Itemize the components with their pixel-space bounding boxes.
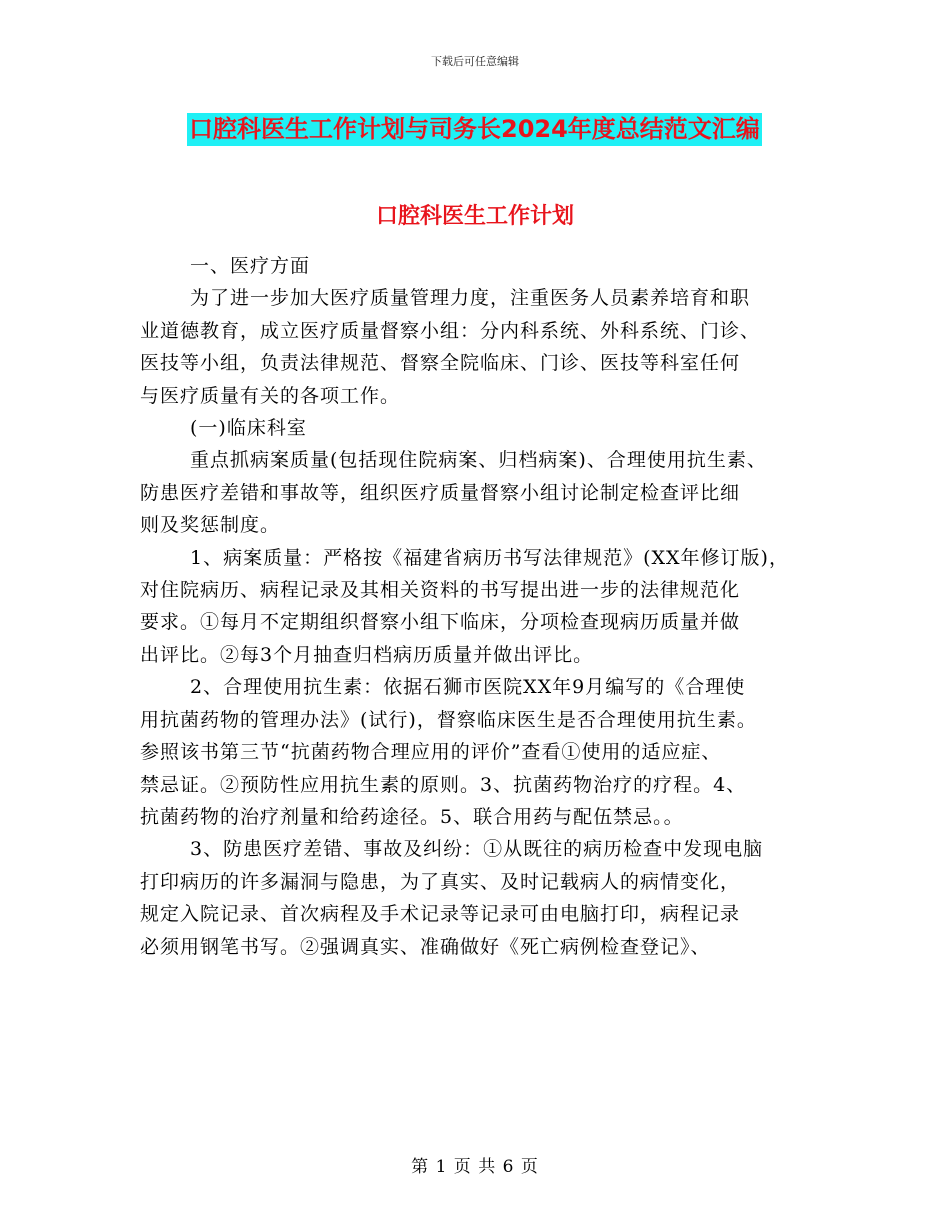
section-title: 口腔科医生工作计划 bbox=[375, 204, 574, 229]
paragraph-line: 则及奖惩制度。 bbox=[140, 514, 281, 537]
paragraph-line: 出评比。②每3个月抽查归档病历质量并做出评比。 bbox=[140, 643, 594, 666]
paragraph-line: 医技等小组，负责法律规范、督察全院临床、门诊、医技等科室任何 bbox=[140, 352, 741, 375]
heading-medical: 一、医疗方面 bbox=[190, 255, 311, 277]
paragraph-line: 防患医疗差错和事故等，组织医疗质量督察小组讨论制定检查评比细 bbox=[140, 481, 741, 504]
paragraph-line: 为了进一步加大医疗质量管理力度，注重医务人员素养培育和职 bbox=[190, 287, 751, 310]
heading-clinical: (一)临床科室 bbox=[190, 417, 307, 440]
paragraph-line: 用抗菌药物的管理办法》(试行)，督察临床医生是否合理使用抗生素。 bbox=[140, 708, 757, 731]
paragraph-line: 参照该书第三节“抗菌药物合理应用的评价”查看①使用的适应症、 bbox=[140, 741, 722, 764]
paragraph-line: 禁忌证。②预防性应用抗生素的原则。3、抗菌药物治疗的疗程。4、 bbox=[140, 773, 747, 796]
paragraph-line: 业道德教育，成立医疗质量督察小组：分内科系统、外科系统、门诊、 bbox=[140, 319, 761, 342]
paragraph-line: 重点抓病案质量(包括现住院病案、归档病案)、合理使用抗生素、 bbox=[190, 449, 767, 472]
paragraph-line: 规定入院记录、首次病程及手术记录等记录可由电脑打印，病程记录 bbox=[140, 903, 741, 926]
paragraph-line: 2、合理使用抗生素：依据石狮市医院XX年9月编写的《合理使 bbox=[190, 676, 746, 699]
paragraph-line: 打印病历的许多漏洞与隐患，为了真实、及时记载病人的病情变化， bbox=[140, 870, 741, 893]
document-body bbox=[140, 250, 820, 963]
paragraph-line: 对住院病历、病程记录及其相关资料的书写提出进一步的法律规范化 bbox=[140, 579, 741, 602]
paragraph-line: 抗菌药物的治疗剂量和给药途径。5、联合用药与配伍禁忌。。 bbox=[140, 805, 684, 828]
paragraph-line: 要求。①每月不定期组织督察小组下临床，分项检查现病历质量并做 bbox=[140, 611, 741, 634]
paragraph-line: 3、防患医疗差错、事故及纠纷：①从既往的病历检查中发现电脑 bbox=[190, 838, 764, 861]
paragraph-line: 1、病案质量：严格按《福建省病历书写法律规范》(XX年修订版)， bbox=[190, 546, 789, 569]
page-header-note: 下载后可任意编辑 bbox=[431, 55, 519, 68]
paragraph-line: 与医疗质量有关的各项工作。 bbox=[140, 384, 401, 407]
paragraph-line: 必须用钢笔书写。②强调真实、准确做好《死亡病例检查登记》、 bbox=[140, 935, 711, 958]
document-title: 口腔科医生工作计划与司务长2024年度总结范文汇编 bbox=[187, 113, 762, 146]
page-number: 第 1 页 共 6 页 bbox=[411, 1157, 539, 1177]
